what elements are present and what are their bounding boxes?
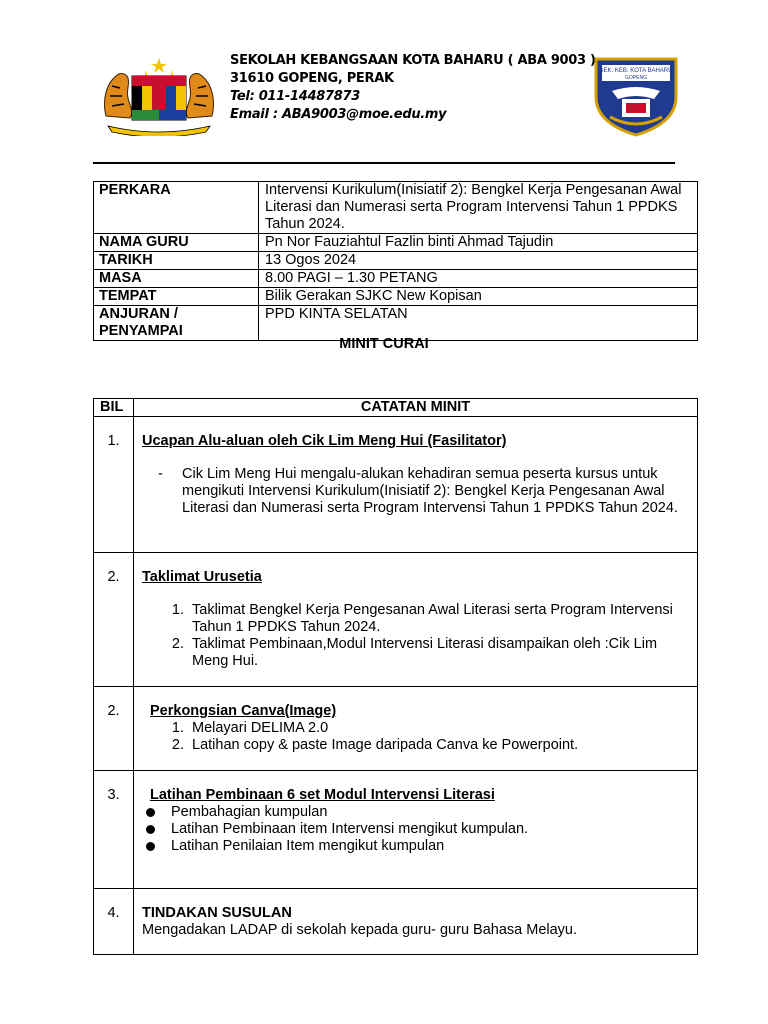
list-item: 2. Taklimat Pembinaan,Modul Intervensi Literasi disampaikan oleh :Cik Lim Meng Hui.: [188, 636, 689, 670]
school-tel: Tel: 011-14487873: [230, 89, 360, 104]
school-email: Email : ABA9003@moe.edu.my: [230, 107, 447, 122]
list-item-text: Latihan Penilaian Item mengikut kumpulan: [171, 838, 445, 854]
bullet-icon: [146, 808, 155, 817]
bullet-icon: [146, 825, 155, 834]
table-row: [94, 771, 698, 889]
info-value: 13 Ogos 2024: [259, 252, 698, 270]
info-key: PERKARA: [94, 182, 259, 234]
table-row: [94, 417, 698, 553]
info-key: TEMPAT: [94, 288, 259, 306]
info-value: Pn Nor Fauziahtul Fazlin binti Ahmad Tajudin: [259, 234, 698, 252]
bullet-icon: [146, 842, 155, 851]
row-number: 4.: [94, 889, 134, 955]
header-divider: [93, 162, 675, 164]
table-row: [94, 553, 698, 687]
section-title: Latihan Pembinaan 6 set Modul Intervensi Literasi: [150, 787, 495, 803]
info-key: ANJURAN / PENYAMPAI: [94, 306, 259, 341]
table-row: [94, 889, 698, 955]
list-item-text: Cik Lim Meng Hui mengalu-alukan kehadiran semua peserta kursus untuk mengikuti Intervensi Kurikulum(Inisiatif 2): Bengkel Kerja Pengesanan Awal Literasi dan Numerasi serta Program Intervensi Tahun 1 PPDKS Tahun 2024.: [182, 466, 678, 516]
info-table: [93, 181, 698, 341]
numbered-list: [142, 602, 689, 670]
row-number: 3.: [94, 771, 134, 889]
info-row: [94, 182, 698, 234]
info-key: NAMA GURU: [94, 234, 259, 252]
badge-subtext: GOPENG: [625, 75, 647, 81]
info-row: [94, 252, 698, 270]
badge-text: SEK. KEB. KOTA BAHARU: [599, 68, 673, 74]
list-item: [142, 838, 689, 855]
school-badge-logo-icon: [592, 53, 680, 137]
info-row: [94, 288, 698, 306]
info-row: [94, 234, 698, 252]
school-address: 31610 GOPENG, PERAK: [230, 71, 394, 86]
dash-marker: -: [158, 466, 163, 482]
row-content: [134, 771, 698, 889]
list-item: [142, 821, 689, 838]
school-header: [230, 52, 596, 124]
table-header-row: [94, 399, 698, 417]
bullet-list: [142, 804, 689, 855]
list-item: [142, 804, 689, 821]
dash-list-item: [142, 466, 689, 517]
row-content: [134, 417, 698, 553]
row-content: [134, 889, 698, 955]
school-name: SEKOLAH KEBANGSAAN KOTA BAHARU ( ABA 9003 ): [230, 53, 596, 68]
info-key: MASA: [94, 270, 259, 288]
row-content: [134, 553, 698, 687]
numbered-list: [142, 720, 689, 754]
minutes-table: [93, 398, 698, 955]
info-value: PPD KINTA SELATAN: [259, 306, 698, 341]
list-item-text: Latihan Pembinaan item Intervensi mengikut kumpulan.: [171, 821, 529, 837]
info-value: Intervensi Kurikulum(Inisiatif 2): Bengkel Kerja Pengesanan Awal Literasi dan Numerasi serta Program Intervensi Tahun 1 PPDKS Tahun 2024.: [259, 182, 698, 234]
section-title: Ucapan Alu-aluan oleh Cik Lim Meng Hui (Fasilitator): [142, 433, 507, 449]
list-item: 2. Latihan copy & paste Image daripada Canva ke Powerpoint.: [188, 737, 689, 754]
section-title: TINDAKAN SUSULAN: [142, 905, 292, 921]
info-key: TARIKH: [94, 252, 259, 270]
row-number: 1.: [94, 417, 134, 553]
column-header-catatan: CATATAN MINIT: [134, 399, 698, 417]
jata-negara-logo-icon: [100, 56, 218, 136]
info-value: 8.00 PAGI – 1.30 PETANG: [259, 270, 698, 288]
info-row: [94, 270, 698, 288]
minit-title: MINIT CURAI: [339, 336, 429, 352]
section-title: Taklimat Urusetia: [142, 569, 262, 585]
list-item-text: Pembahagian kumpulan: [171, 804, 328, 820]
row-content: [134, 687, 698, 771]
row-number: 2.: [94, 553, 134, 687]
table-row: [94, 687, 698, 771]
section-title: Perkongsian Canva(Image): [150, 703, 337, 719]
list-item: 1. Taklimat Bengkel Kerja Pengesanan Awal Literasi serta Program Intervensi Tahun 1 PPDKS Tahun 2024.: [188, 602, 689, 636]
column-header-bil: BIL: [94, 399, 134, 417]
info-value: Bilik Gerakan SJKC New Kopisan: [259, 288, 698, 306]
row-text: Mengadakan LADAP di sekolah kepada guru- guru Bahasa Melayu.: [142, 922, 578, 938]
list-item: 1. Melayari DELIMA 2.0: [188, 720, 689, 737]
row-number: 2.: [94, 687, 134, 771]
